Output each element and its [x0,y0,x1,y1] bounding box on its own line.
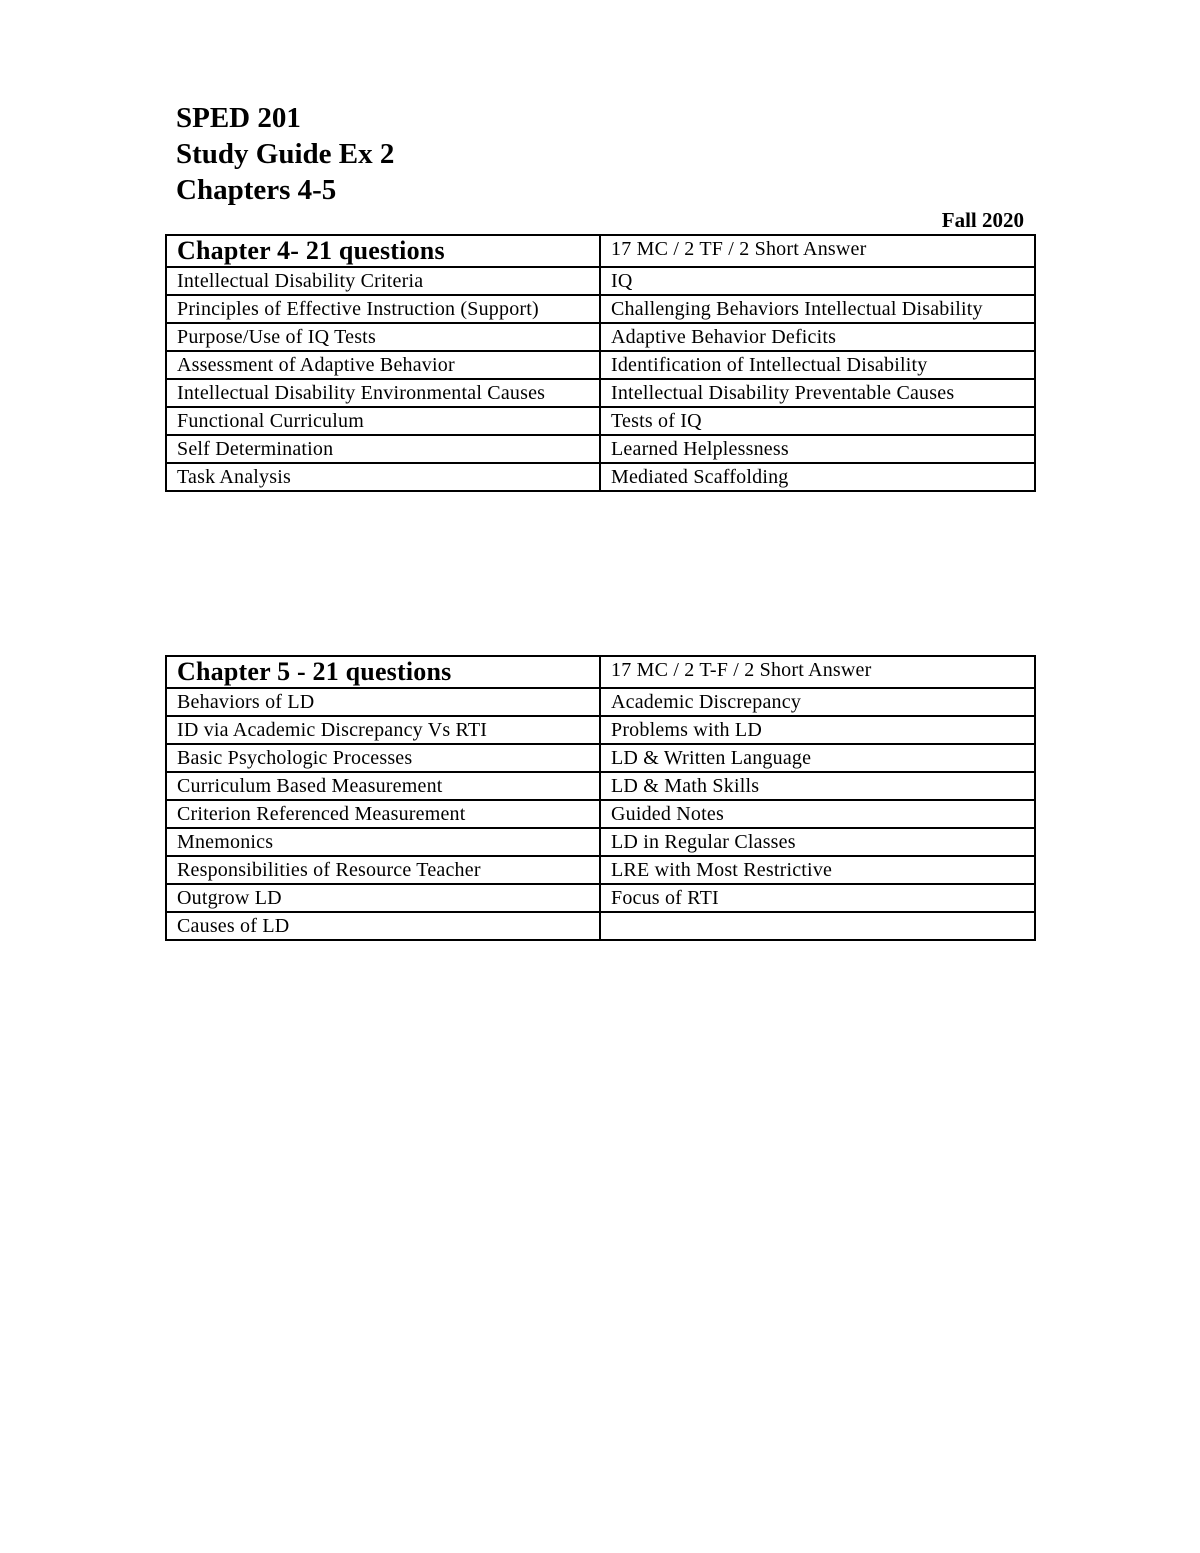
table-row [166,744,1035,772]
topic-cell-right [600,912,1035,940]
topic-cell-left: Criterion Referenced Measurement [166,800,600,828]
topic-cell-left: Task Analysis [166,463,600,491]
topic-cell-left: Causes of LD [166,912,600,940]
topic-cell-right: Focus of RTI [600,884,1035,912]
topic-cell-left: Principles of Effective Instruction (Support) [166,295,600,323]
topic-cell-left: Intellectual Disability Criteria [166,267,600,295]
table-row [166,295,1035,323]
topic-cell-right: Mediated Scaffolding [600,463,1035,491]
topic-cell-right: LD & Math Skills [600,772,1035,800]
topic-cell-right: Academic Discrepancy [600,688,1035,716]
topic-cell-right: Learned Helplessness [600,435,1035,463]
topic-cell-left: Basic Psychologic Processes [166,744,600,772]
chapters-title: Chapters 4-5 [176,174,337,206]
term-label: Fall 2020 [941,208,1024,232]
topic-cell-left: Responsibilities of Resource Teacher [166,856,600,884]
topic-cell-left: Functional Curriculum [166,407,600,435]
topic-cell-right: Intellectual Disability Preventable Causes [600,379,1035,407]
table-row [166,856,1035,884]
chapter-header-row [166,656,1035,688]
table-row [166,688,1035,716]
course-title: SPED 201 [176,102,301,134]
table-row [166,267,1035,295]
topic-cell-left: Assessment of Adaptive Behavior [166,351,600,379]
table-row [166,912,1035,940]
topic-cell-left: Self Determination [166,435,600,463]
topic-cell-right: Adaptive Behavior Deficits [600,323,1035,351]
topic-cell-right: LD in Regular Classes [600,828,1035,856]
table-row [166,379,1035,407]
table-row [166,828,1035,856]
chapter-header-row [166,235,1035,267]
chapter-4-table [165,234,1036,492]
topic-cell-right: LRE with Most Restrictive [600,856,1035,884]
topic-cell-right: Challenging Behaviors Intellectual Disability [600,295,1035,323]
topic-cell-right: Tests of IQ [600,407,1035,435]
topic-cell-right: LD & Written Language [600,744,1035,772]
topic-cell-right: Identification of Intellectual Disability [600,351,1035,379]
topic-cell-left: Purpose/Use of IQ Tests [166,323,600,351]
topic-cell-right: Guided Notes [600,800,1035,828]
guide-title: Study Guide Ex 2 [176,138,395,170]
table-row [166,463,1035,491]
table-row [166,716,1035,744]
table-row [166,351,1035,379]
table-row [166,323,1035,351]
topic-cell-right: Problems with LD [600,716,1035,744]
table-row [166,800,1035,828]
table-row [166,407,1035,435]
topic-cell-left: Intellectual Disability Environmental Causes [166,379,600,407]
topic-cell-left: ID via Academic Discrepancy Vs RTI [166,716,600,744]
chapter-title: Chapter 5 - 21 questions [166,656,600,688]
chapter-question-format: 17 MC / 2 T-F / 2 Short Answer [600,656,1035,688]
topic-cell-left: Curriculum Based Measurement [166,772,600,800]
chapter-5-table [165,655,1036,941]
topic-cell-left: Outgrow LD [166,884,600,912]
table-row [166,772,1035,800]
topic-cell-right: IQ [600,267,1035,295]
document-title-block [176,100,394,208]
topic-cell-left: Mnemonics [166,828,600,856]
chapter-title: Chapter 4- 21 questions [166,235,600,267]
topic-cell-left: Behaviors of LD [166,688,600,716]
chapter-question-format: 17 MC / 2 TF / 2 Short Answer [600,235,1035,267]
table-row [166,435,1035,463]
table-row [166,884,1035,912]
